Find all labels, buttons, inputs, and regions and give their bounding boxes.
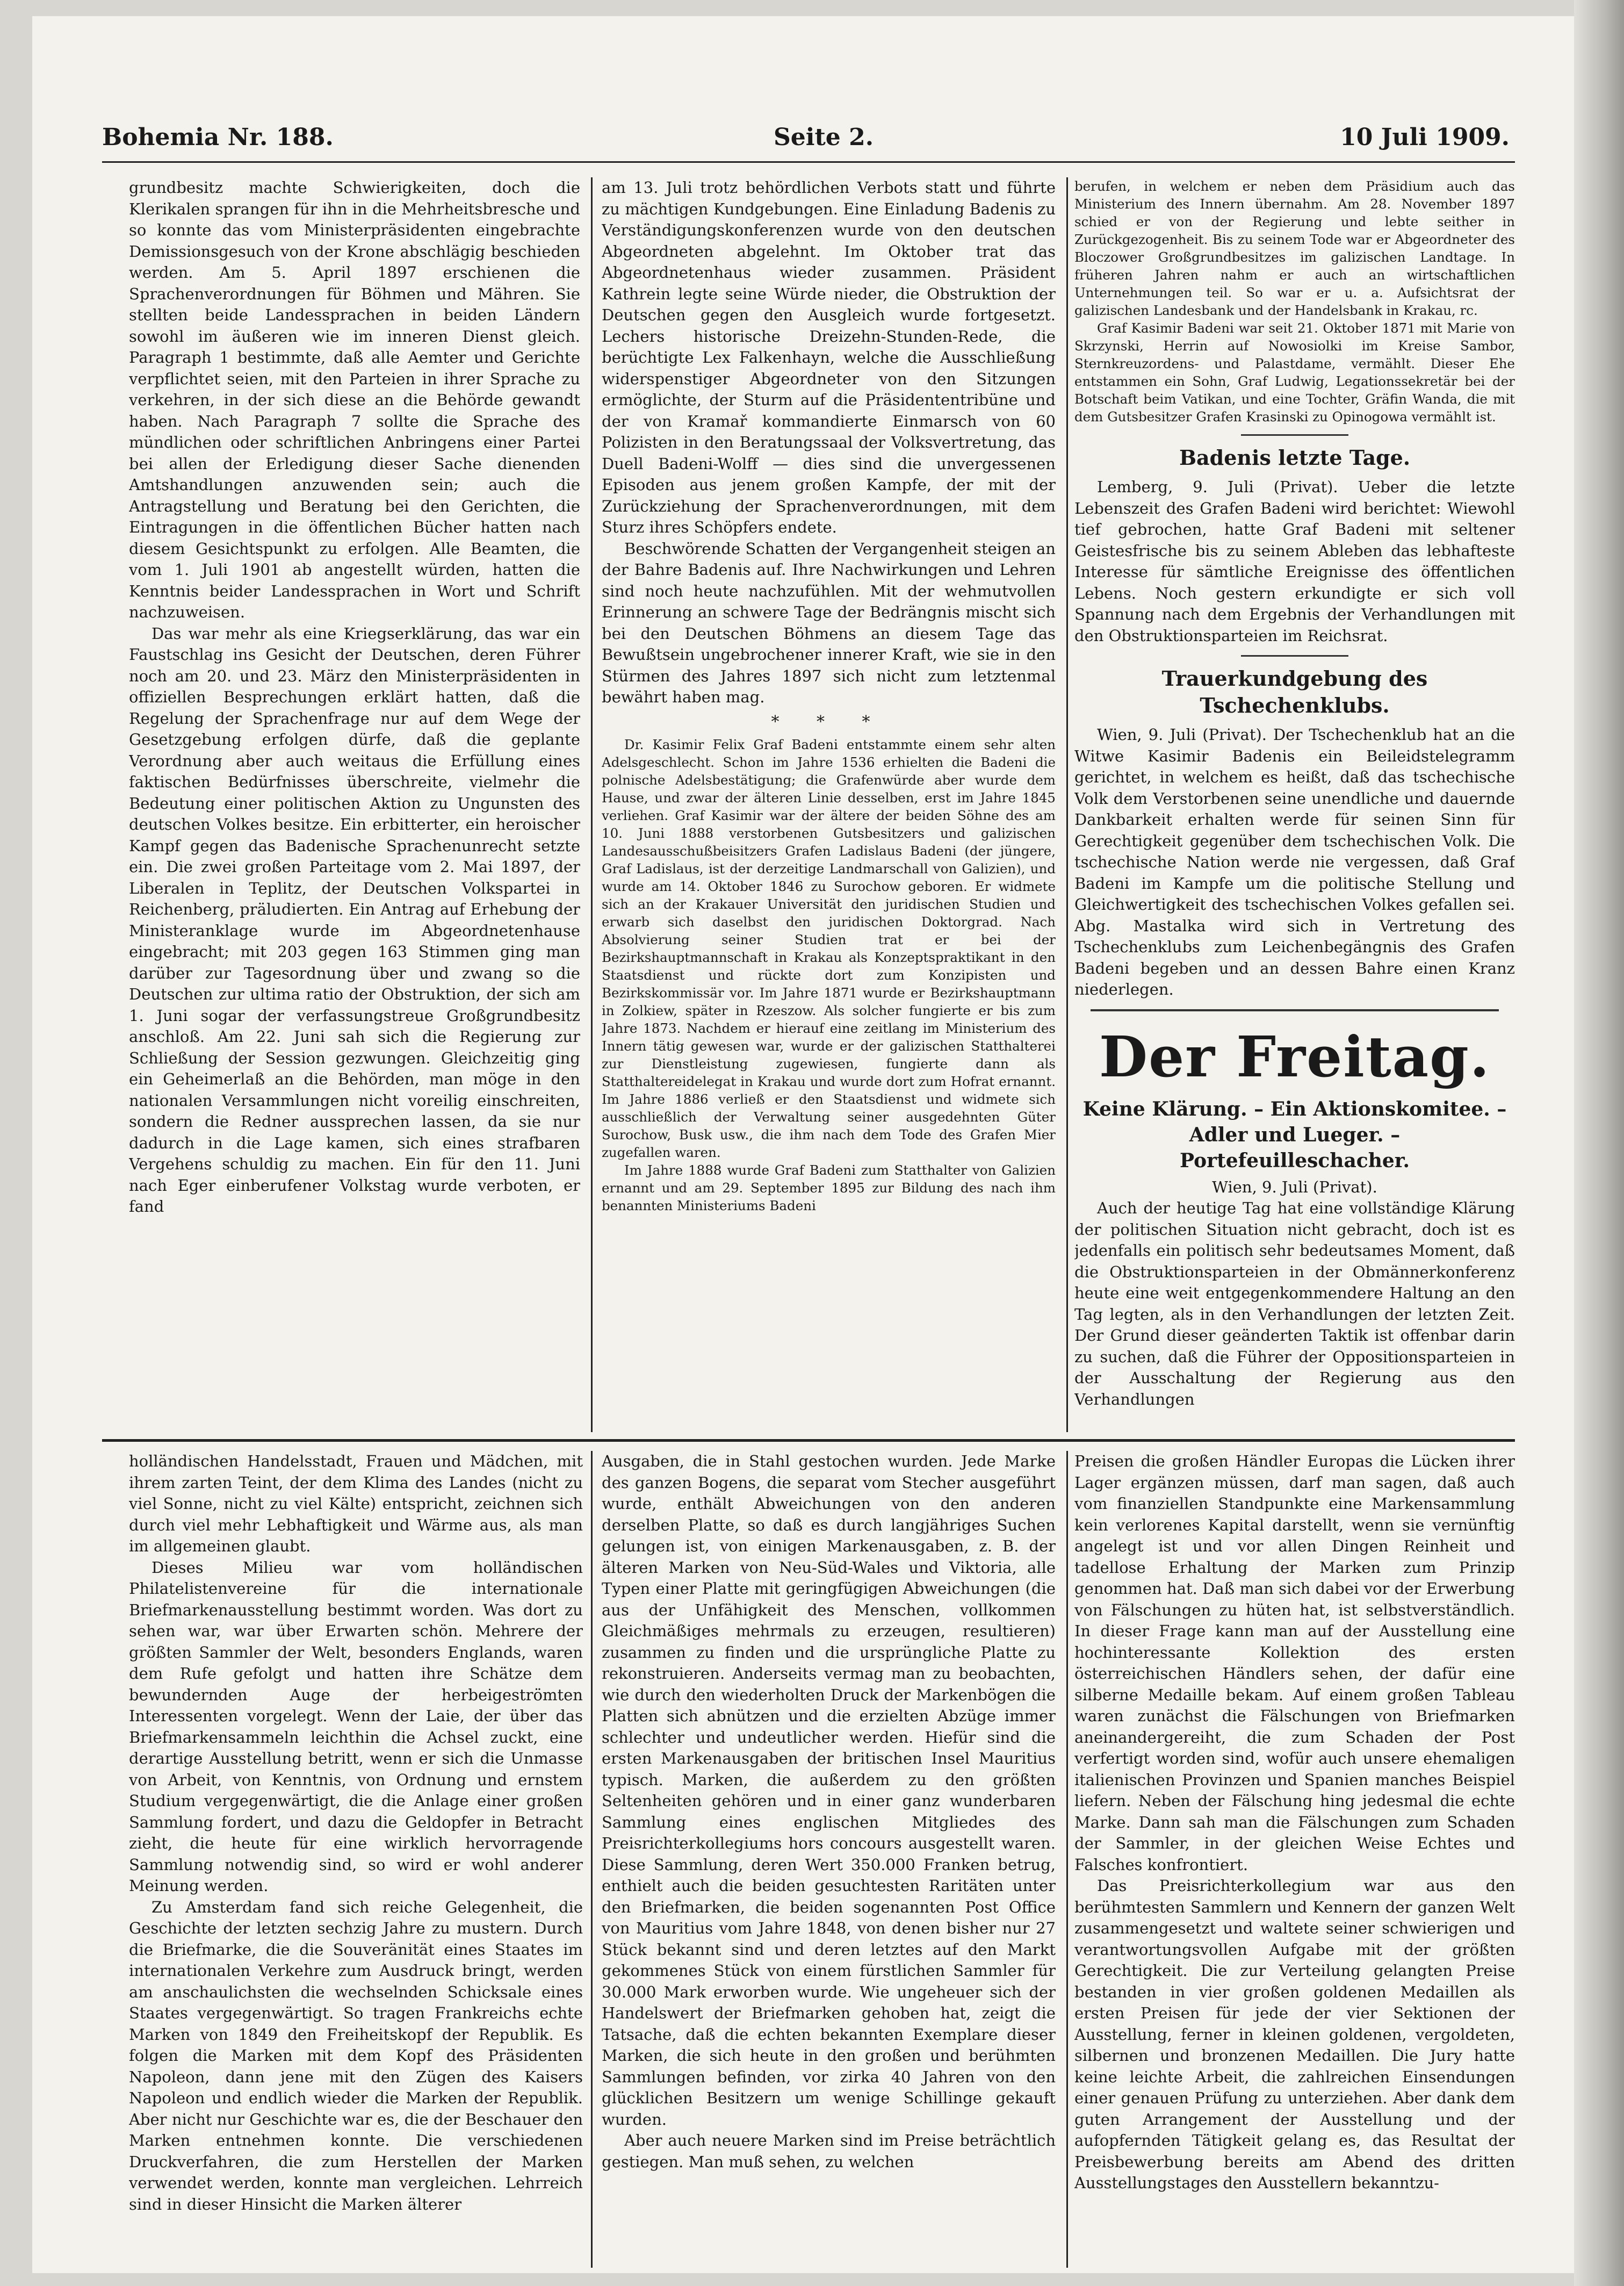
masthead-date: 10 Juli 1909. <box>1340 124 1510 151</box>
section-divider <box>1241 655 1348 657</box>
top-column-2 <box>602 177 1056 1432</box>
header-rule <box>102 161 1515 163</box>
column-divider-1 <box>591 177 593 1432</box>
top-column-3 <box>1074 177 1515 1432</box>
section-heading: Trauerkundgebung des Tschechenklubs. <box>1161 666 1428 717</box>
feuilleton-paragraph: Ausgaben, die in Stahl gestochen wurden. Jede Marke des ganzen Bogens, die separat vom Stecher ausgeführt wurde, enthält Abweichungen von den anderen derselben Platte, so daß es durch langjähriges Suchen gelungen ist, von einigen Markenausgaben, z. B. der älteren Marken von Neu-Süd-Wales und Viktoria, alle Typen einer Platte mit geringfügigen Abweichungen (die aus der Unfähigkeit des Menschen, vollkommen Gleichmäßiges mehrmals zu erzeugen, resultieren) zusammen zu finden und die ursprüngliche Platte zu rekonstruieren. Anderseits vermag man zu beobachten, wie durch den wiederholten Druck der Markenbögen die Platten sich abnützen und die erzielten Abzüge immer schlechter und undeutlicher werden. Hiefür sind die ersten Markenausgaben der britischen Insel Mauritius typisch. Marken, die außerdem zu den größten Seltenheiten gehören und in einer ganz wunderbaren Sammlung eines englischen Mitgliedes des Preisrichterkollegiums hors concours ausgestellt waren. Diese Sammlung, deren Wert 350.000 Franken betrug, enthielt auch die beiden gesuchtesten Raritäten unter den Briefmarken, die beiden sogenannten Post Office von Mauritius vom Jahre 1848, von denen bisher nur 27 Stück bekannt sind und deren letztes auf den Markt gekommenes Stück von einem fürstlichen Sammler für 30.000 Mark erworben wurde. Wie ungeheuer sich der Handelswert der Briefmarken gehoben hat, zeigt die Tatsache, daß die echten bekannten Exemplare dieser Marken, die sich heute in den großen und berühmten Sammlungen befinden, vor zirka 40 Jahren von den glücklichen Besitzern um wenige Schillinge gekauft wurden. <box>602 1452 1056 2129</box>
masthead <box>102 124 1510 156</box>
article-paragraph: Beschwörende Schatten der Vergangenheit steigen an der Bahre Badenis auf. Ihre Nachwirkungen und Lehren sind noch heute nachzufühlen. Mit der wehmutvollen Erinnerung an schwere Tage der Bedrängnis mischt sich bei den Deutschen Böhmens an diesem Tage das Bewußtsein ungebrochener innerer Kraft, wie sie in den Stürmen des Jahres 1897 sich nicht zum letztenmal bewährt haben mag. <box>602 539 1056 706</box>
feuilleton-paragraph: Das Preisrichterkollegium war aus den berühmtesten Sammlern und Kennern der ganzen Welt zusammengesetzt und waltete seiner schwierigen und verantwortungsvollen Aufgabe mit der größten Gerechtigkeit. Die zur Verteilung gelangten Preise bestanden in vier großen goldenen Medaillen als ersten Preisen für jede der vier Sektionen der Ausstellung, ferner in kleinen goldenen, vergoldeten, silbernen und bronzenen Medaillen. Die Jury hatte keine leichte Arbeit, die zahlreichen Einsendungen einer genauen Prüfung zu unterziehen. Aber dank dem guten Arrangement der Ausstellung und der aufopfernden Tätigkeit gelang es, das Resultat der Preisbewerbung bereits am Abend des dritten Ausstellungstages den Ausstellern bekanntzu- <box>1074 1877 1515 2192</box>
biography-paragraph: berufen, in welchem er neben dem Präsidium auch das Ministerium des Innern übernahm. Am 28. November 1897 schied er von der Regierung und lebte seither in Zurückgezogenheit. Bis zu seinem Tode war er Abgeordneter des Bloczower Großgrundbesitzes im galizischen Landtage. In früheren Jahren nahm er auch an wirtschaftlichen Unternehmungen teil. So war er u. a. Aufsichtsrat der galizischen Landesbank und der Handelsbank in Krakau, rc. <box>1074 178 1515 318</box>
bottom-column-3 <box>1074 1451 1515 2257</box>
bottom-column-1 <box>129 1451 583 2257</box>
dateline: Wien, 9. Juli (Privat). <box>1212 1177 1377 1196</box>
article-paragraph: am 13. Juli trotz behördlichen Verbots statt und führte zu mächtigen Kundgebungen. Eine Einladung Badenis zu Verständigungskonferenzen wurde von den deutschen Abgeordneten abgelehnt. Im Oktober trat das Abgeordnetenhaus wieder zusammen. Präsident Kathrein legte seine Würde nieder, die Obstruktion der Deutschen gegen den Ausgleich wurde fortgesetzt. Lechers historische Dreizehn-Stunden-Rede, die berüchtigte Lex Falkenhayn, welche die Ausschließung widerspenstiger Abgeordneter von den Sitzungen ermöglichte, der Sturm auf die Präsidententribüne und der von Kramař kommandierte Einmarsch von 60 Polizisten in den Beratungssaal der Volksvertretung, das Duell Badeni-Wolff — dies sind die unvergessenen Episoden aus jenem großen Kampfe, der mit der Zurückziehung der Sprachenverordnungen, mit dem Sturz ihres Schöpfers endete. <box>602 178 1056 536</box>
article-main-title: Der Freitag. <box>1099 1023 1491 1090</box>
feuilleton-paragraph: Preisen die großen Händler Europas die Lücken ihrer Lager ergänzen müssen, darf man sagen, daß auch vom finanziellen Standpunkte eine Markensammlung kein verlorenes Kapital darstellt, wenn sie vernünftig angelegt ist und vor allen Dingen Reinheit und tadellose Erhaltung der Marken zum Prinzip genommen hat. Daß man sich dabei vor der Erwerbung von Fälschungen zu hüten hat, ist selbstverständlich. In dieser Frage kann man auf der Ausstellung eine hochinteressante Kollektion des ersten österreichischen Händlers sehen, der dafür eine silberne Medaille bekam. Auf einem großen Tableau waren zunächst die Fälschungen von Briefmarken aneinandergereiht, die zum Schaden der Post verfertigt worden sind, wofür auch unsere ehemaligen italienischen Provinzen und Spanien manches Beispiel liefern. Neben der Fälschung hing jedesmal die echte Marke. Dann sah man die Fälschungen zum Schaden der Sammler, in der gleichen Weise Echtes und Falsches konfrontiert. <box>1074 1452 1515 1874</box>
article-paragraph: Auch der heutige Tag hat eine vollständige Klärung der politischen Situation nicht gebracht, doch ist es jedenfalls ein politisch sehr bedeutsames Moment, daß die Obstruktionsparteien in der Obmännerkonferenz heute eine weit entgegenkommendere Haltung an den Tag legten, als in den Verhandlungen der letzten Zeit. Der Grund dieser geänderten Taktik ist offenbar darin zu suchen, daß die Führer der Oppositionsparteien in der Ausschaltung der Regierung aus den Verhandlungen <box>1074 1199 1515 1408</box>
feuilleton-rule <box>102 1439 1515 1442</box>
page-edge-shadow <box>1574 0 1624 2286</box>
biography-paragraph: Dr. Kasimir Felix Graf Badeni entstammte einem sehr alten Adelsgeschlecht. Schon im Jahre 1536 erhielten die Badeni die polnische Adelsbestätigung; die Grafenwürde aber wurde dem Hause, und zwar der älteren Linie desselben, erst im Jahre 1845 verliehen. Graf Kasimir war der ältere der beiden Söhne des am 10. Juni 1888 verstorbenen Gutsbesitzers und galizischen Landesausschußbeisitzers Grafen Ladislaus Badeni (der jüngere, Graf Ladislaus, ist der derzeitige Landmarschall von Galizien), und wurde am 14. Oktober 1846 zu Surochow geboren. Er widmete sich an der Krakauer Universität den juridischen Studien und erwarb sich daselbst den juridischen Doktorgrad. Nach Absolvierung seiner Studien trat er bei der Bezirkshauptmannschaft in Krakau als Konzeptspraktikant in den Staatsdienst und rückte dort zum Konzipisten und Bezirkskommissär vor. Im Jahre 1871 wurde er Bezirkshauptmann in Zolkiew, später in Rzeszow. Als solcher fungierte er bis zum Jahre 1873. Nachdem er hierauf eine zeitlang im Ministerium des Innern tätig gewesen war, wurde er der galizischen Statthalterei zur Dienstleistung zugewiesen, fungierte dann als Statthaltereidelegat in Krakau und wurde dort zum Hofrat ernannt. Im Jahre 1886 verließ er den Staatsdienst und widmete sich ausschließlich der Verwaltung seiner ausgedehnten Güter Surochow, Busk usw., die ihm nach dem Tode des Grafen Mier zugefallen waren. <box>602 737 1056 1160</box>
biography-paragraph: Im Jahre 1888 wurde Graf Badeni zum Statthalter von Galizien ernannt und am 29. September 1895 zur Bildung des nach ihm benannten Ministeriums Badeni <box>602 1162 1056 1213</box>
biography-paragraph: Graf Kasimir Badeni war seit 21. Oktober 1871 mit Marie von Skrzynski, Herrin auf Nowosiolki im Kreise Sambor, Sternkreuzordens- und Palastdame, vermählt. Dieser Ehe entstammen ein Sohn, Graf Ludwig, Legationssekretär bei der Botschaft beim Vatikan, und eine Tochter, Gräfin Wanda, die mit dem Gutsbesitzer Grafen Krasinski zu Opinogowa vermählt ist. <box>1074 320 1515 425</box>
article-paragraph: Das war mehr als eine Kriegserklärung, das war ein Faustschlag ins Gesicht der Deutschen, deren Führer noch am 20. und 23. März den Ministerpräsidenten in offiziellen Besprechungen erklärt hatten, daß die Regelung der Sprachenfrage nur auf dem Wege der Gesetzgebung erfolgen dürfe, daß die geplante Verordnung aber auch weitaus die Erfüllung eines faktischen Bedürfnisses überschreite, vielmehr die Bedeutung einer politischen Aktion zu Ungunsten des deutschen Volkes besitze. Ein erbitterter, ein heroischer Kampf gegen das Badenische Sprachenunrecht setzte ein. Die zwei großen Parteitage vom 2. Mai 1897, der Liberalen in Teplitz, der Deutschen Volkspartei in Reichenberg, präludierten. Ein Antrag auf Erhebung der Ministeranklage wurde im Abgeordnetenhause eingebracht; mit 203 gegen 163 Stimmen ging man darüber zur Tagesordnung über und zwang so die Deutschen zur ultima ratio der Obstruktion, der sich am 1. Juni sogar der verfassungstreue Großgrundbesitz anschloß. Am 22. Juni sah sich die Regierung zur Schließung der Session gezwungen. Gleichzeitig ging ein Geheimerlaß an die Behörden, man möge in den nationalen Versammlungen nicht voreilig einschreiten, sondern die Redner aussprechen lassen, da sie nur dadurch in die Lage kamen, sich eines strafbaren Vergehens schuldig zu machen. Ein für den 11. Juni nach Eger einberufener Volkstag wurde verboten, er fand <box>129 624 580 1216</box>
section-heading: Badenis letzte Tage. <box>1179 445 1411 470</box>
top-column-1 <box>129 177 580 1432</box>
section-asterisks: * * * <box>771 712 886 731</box>
article-paragraph: grundbesitz machte Schwierigkeiten, doch die Klerikalen sprangen für ihn in die Mehrheitsbresche und so konnte das vom Ministerpräsidenten eingebrachte Demissionsgesuch von der Krone abschlägig beschieden werden. Am 5. April 1897 erschienen die Sprachenverordnungen für Böhmen und Mähren. Sie stellten beide Landessprachen in beiden Ländern sowohl im äußeren wie im inneren Dienst gleich. Paragraph 1 bestimmte, daß alle Aemter und Gerichte verpflichtet seien, mit den Parteien in ihrer Sprache zu verkehren, in der sich diese an die Behörde gewandt haben. Nach Paragraph 7 sollte die Sprache des mündlichen oder schriftlichen Anbringens einer Partei bei allen der Erledigung dieser Sache dienenden Amtshandlungen anzuwenden sein; auch die Antragstellung und Beratung bei den Gerichten, die Eintragungen in die öffentlichen Bücher hatten nach diesem Gesichtspunkt zu erfolgen. Alle Beamten, die vom 1. Juli 1901 ab angestellt würden, hatten die Kenntnis beider Landessprachen in Wort und Schrift nachzuweisen. <box>129 178 580 621</box>
masthead-paper-name: Bohemia Nr. 188. <box>102 124 334 151</box>
feuilleton-paragraph: Aber auch neuere Marken sind im Preise beträchtlich gestiegen. Man muß sehen, zu welchen <box>602 2131 1056 2171</box>
section-divider <box>1091 1009 1499 1011</box>
column-divider-2 <box>1066 177 1068 1432</box>
feuilleton-paragraph: Zu Amsterdam fand sich reiche Gelegenheit, die Geschichte der letzten sechzig Jahre zu mustern. Durch die Briefmarke, die die Souveränität eines Staates im internationalen Verkehre zum Ausdruck bringt, werden am anschaulichsten die wechselnden Schicksale eines Staates vergegenwärtigt. So tragen Frankreichs echte Marken von 1849 den Freiheitskopf der Republik. Es folgen die Marken mit dem Kopf des Präsidenten Napoleon, dann jene mit den Zügen des Kaisers Napoleon und endlich wieder die Marken der Republik. Aber nicht nur Geschichte war es, die der Beschauer den Marken entnehmen konnte. Die verschiedenen Druckverfahren, die zum Herstellen der Marken verwendet werden, konnte man vergleichen. Lehrreich sind in dieser Hinsicht die Marken älterer <box>129 1897 583 2213</box>
column-divider-3 <box>591 1451 593 2268</box>
article-subtitle: Keine Klärung. – Ein Aktionskomitee. – Adler und Lueger. – Portefeuilleschacher. <box>1082 1097 1507 1172</box>
column-divider-4 <box>1066 1451 1068 2268</box>
feuilleton-paragraph: holländischen Handelsstadt, Frauen und Mädchen, mit ihrem zarten Teint, der dem Klima des Landes (nicht zu viel Sonne, nicht zu viel Kälte) entspricht, zeichnen sich durch viel mehr Lebhaftigkeit und Wärme aus, als man im allgemeinen glaubt. <box>129 1452 583 1555</box>
masthead-page-number: Seite 2. <box>774 124 874 151</box>
feuilleton-paragraph: Dieses Milieu war vom holländischen Philatelistenvereine für die internationale Briefmarkenausstellung bestimmt worden. Was dort zu sehen war, war über Erwarten schön. Mehrere der größten Sammler der Welt, besonders Englands, waren dem Rufe gefolgt und hatten ihre Schätze dem bewundernden Auge der herbeigeströmten Interessenten vorgelegt. Wenn der Laie, der über das Briefmarkensammeln leichthin die Achsel zuckt, eine derartige Ausstellung betritt, wenn er sich die Unmasse von Arbeit, von Kenntnis, von Ordnung und ernstem Studium vergegenwärtigt, die die Anlage einer großen Sammlung fordert, und dazu die Geldopfer in Betracht zieht, die heute für eine wirklich hervorragende Sammlung notwendig sind, so wird er wohl anderer Meinung werden. <box>129 1558 583 1895</box>
article-paragraph: Wien, 9. Juli (Privat). Der Tschechenklub hat an die Witwe Kasimir Badenis ein Beileidstelegramm gerichtet, in welchem es heißt, daß das tschechische Volk dem Verstorbenen seine unendliche und dauernde Dankbarkeit erhalten werde für seinen Sinn für Gerechtigkeit gegenüber dem tschechischen Volk. Die tschechische Nation werde nie vergessen, daß Graf Badeni im Kampfe um die politische Stellung und Gleichwertigkeit des tschechischen Volkes gefallen sei. Abg. Mastalka wird sich in Vertretung des Tschechenklubs zum Leichenbegängnis des Grafen Badeni begeben und an dessen Bahre einen Kranz niederlegen. <box>1074 725 1515 998</box>
section-divider <box>1241 434 1348 436</box>
bottom-column-2 <box>602 1451 1056 2257</box>
article-paragraph: Lemberg, 9. Juli (Privat). Ueber die letzte Lebenszeit des Grafen Badeni wird berichtet: Wiewohl tief gebrochen, hatte Graf Badeni mit seltener Geistesfrische bis zu seinem Ableben das lebhafteste Interesse für sämtliche Ereignisse des öffentlichen Lebens. Noch gestern erkundigte er sich voll Spannung nach dem Ergebnis der Verhandlungen mit den Obstruktionsparteien im Reichsrat. <box>1074 478 1515 645</box>
